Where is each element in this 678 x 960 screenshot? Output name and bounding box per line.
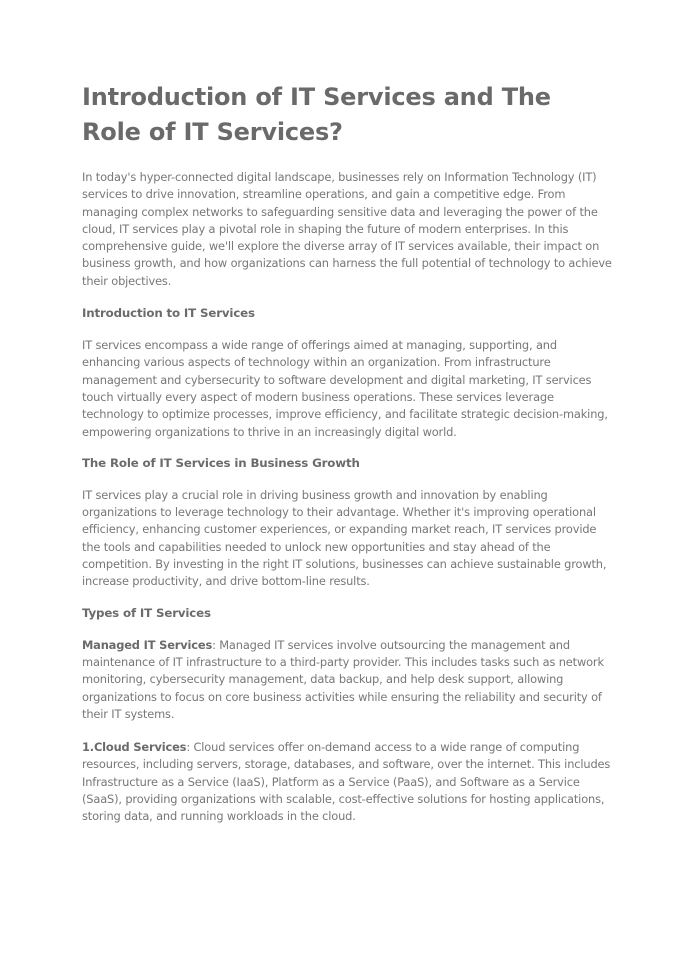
service-item-text: Managed IT services involve outsourcing the management and maintenance of IT infrastructure to a third-party provider. This includes tasks such as network monitoring, cybersecurity management, data backup, and help desk support, allowing organizations to focus on core business activities while ensuring the reliability and security of their IT systems. <box>82 637 604 721</box>
intro-paragraph: In today's hyper-connected digital landscape, businesses rely on Information Technology (IT) services to drive innovation, streamline operations, and gain a competitive edge. From managing complex networks to safeguarding sensitive data and leveraging the power of the cloud, IT services play a pivotal role in shaping the future of modern enterprises. In this comprehensive guide, we'll explore the diverse array of IT services available, their impact on business growth, and how organizations can harness the full potential of technology to achieve their objectives. <box>82 170 612 288</box>
section-heading-role: The Role of IT Services in Business Growth <box>82 455 360 470</box>
service-item-separator: : <box>186 740 191 755</box>
service-item-lead: 1.Cloud Services <box>82 740 187 755</box>
document-page <box>82 0 612 826</box>
service-item-separator: : <box>212 637 216 652</box>
section-paragraph-role: IT services play a crucial role in driving business growth and innovation by enabling organizations to leverage technology to their advantage. Whether it's improving operational efficiency, enhancing customer experiences, or expanding market reach, IT services provide the tools and capabilities needed to unlock new opportunities and stay ahead of the competition. By investing in the right IT solutions, businesses can achieve sustainable growth, increase productivity, and drive bottom-line results. <box>82 487 607 589</box>
section-heading-types: Types of IT Services <box>82 605 211 620</box>
service-item-managed <box>82 637 612 723</box>
document-title: Introduction of IT Services and The Role of IT Services? <box>82 83 551 146</box>
section-heading-introduction: Introduction to IT Services <box>82 306 255 321</box>
service-item-cloud <box>82 739 612 825</box>
section-paragraph-introduction: IT services encompass a wide range of offerings aimed at managing, supporting, and enhancing various aspects of technology within an organization. From infrastructure management and cybersecurity to software development and digital marketing, IT services touch virtually every aspect of modern business operations. These services leverage technology to optimize processes, improve efficiency, and facilitate strategic decision-making, empowering organizations to thrive in an increasingly digital world. <box>82 338 608 439</box>
service-item-text: Cloud services offer on-demand access to a wide range of computing resources, including servers, storage, databases, and software, over the internet. This includes Infrastructure as a Service (IaaS), Platform as a Service (PaaS), and Software as a Service (SaaS), providing organizations with scalable, cost-effective solutions for hosting applications, storing data, and running workloads in the cloud. <box>82 740 611 824</box>
service-item-lead: Managed IT Services <box>82 637 213 652</box>
